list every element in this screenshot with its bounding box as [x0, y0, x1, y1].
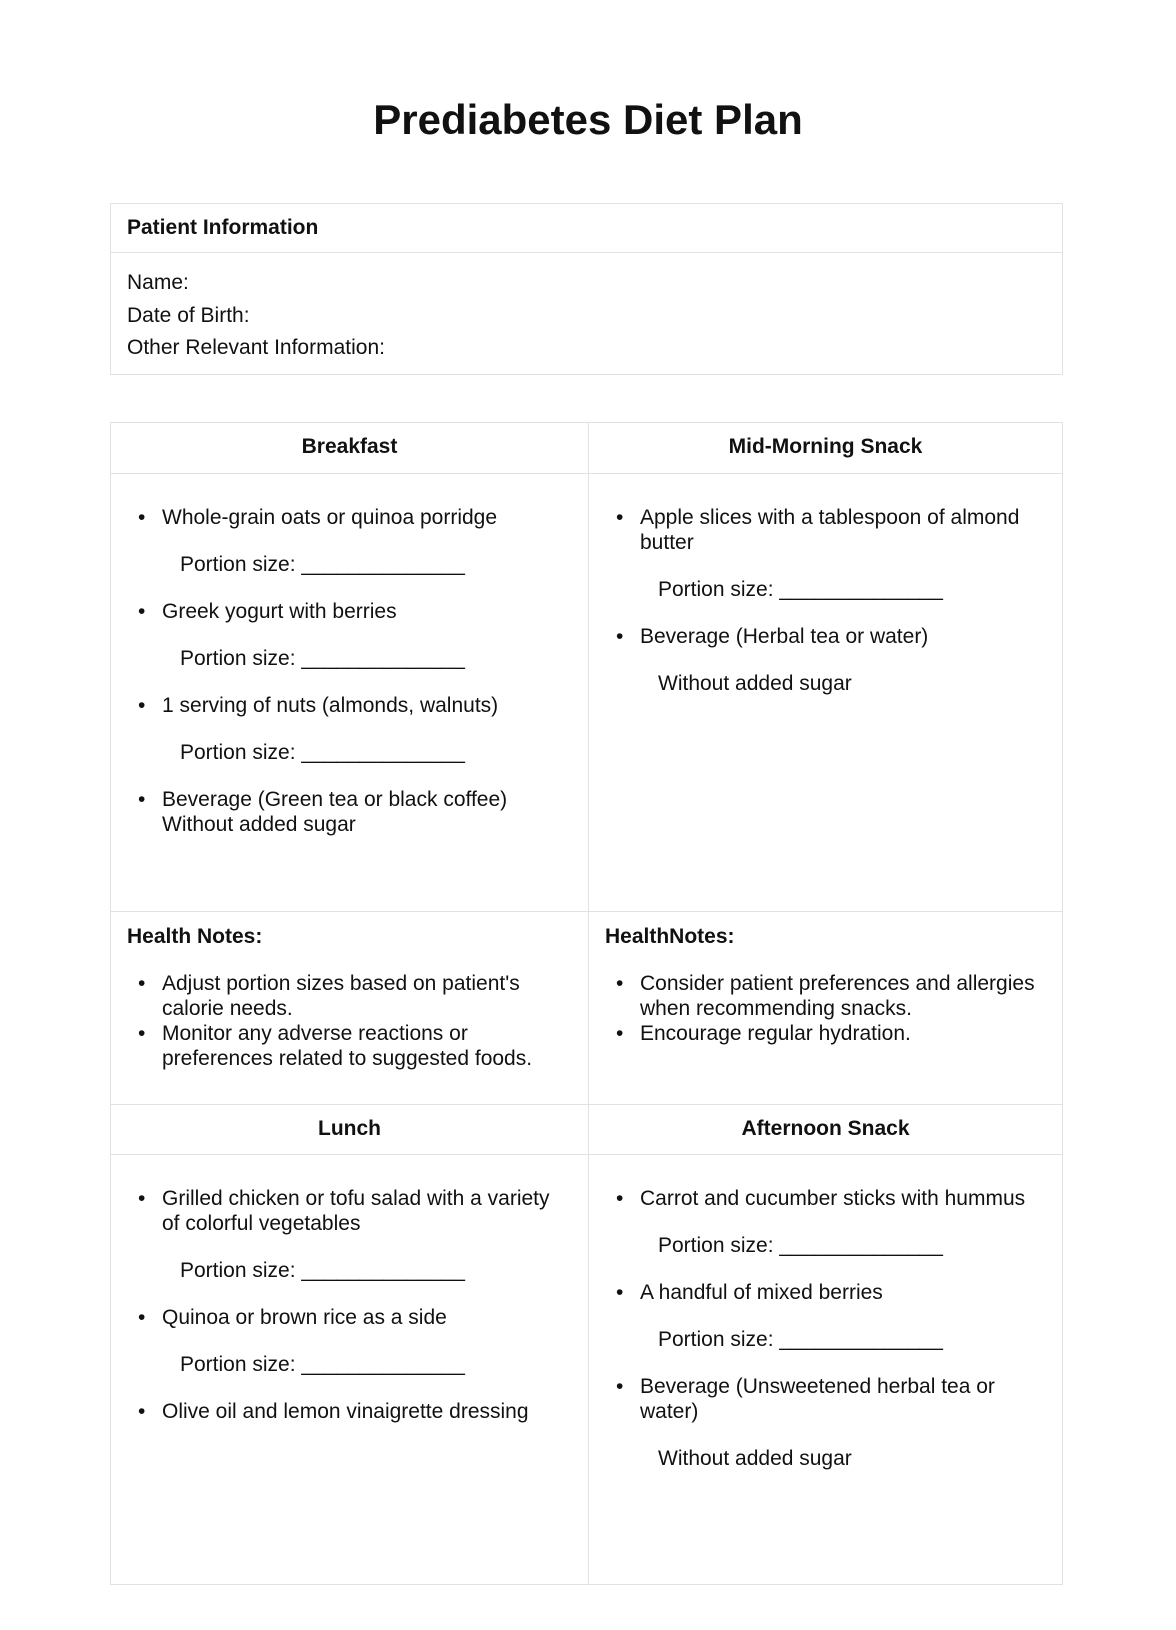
bullet-icon: • — [138, 788, 146, 811]
other-info-field-label: Other Relevant Information: — [127, 336, 385, 359]
bullet-icon: • — [138, 694, 146, 717]
list-item — [111, 599, 572, 624]
bullet-icon: • — [138, 1022, 146, 1045]
health-note-text: Encourage regular hydration. — [640, 1022, 911, 1045]
breakfast-list — [111, 474, 589, 912]
patient-information-heading: Patient Information — [111, 204, 1062, 253]
bullet-icon: • — [616, 625, 624, 648]
list-item — [111, 787, 572, 837]
item-text: Olive oil and lemon vinaigrette dressing — [162, 1400, 529, 1423]
item-text: Quinoa or brown rice as a side — [162, 1306, 447, 1329]
name-field-label: Name: — [127, 271, 189, 294]
health-note — [127, 1021, 572, 1071]
item-text: Apple slices with a tablespoon of almond butter — [640, 506, 1020, 554]
item-text: A handful of mixed berries — [640, 1281, 883, 1304]
list-item — [111, 1186, 572, 1236]
list-item — [111, 1399, 572, 1424]
list-item — [589, 624, 1046, 649]
list-item — [111, 505, 572, 530]
bullet-icon: • — [138, 972, 146, 995]
health-notes-right — [589, 912, 1062, 1105]
item-detail: Portion size: ______________ — [180, 1353, 465, 1376]
item-detail: Portion size: ______________ — [658, 1328, 943, 1351]
health-note — [605, 1021, 1046, 1046]
item-detail: Without added sugar — [658, 1447, 852, 1470]
afternoon-snack-heading: Afternoon Snack — [589, 1105, 1062, 1155]
health-notes-left — [111, 912, 589, 1105]
item-detail: Portion size: ______________ — [658, 1234, 943, 1257]
item-detail: Portion size: ______________ — [180, 553, 465, 576]
bullet-icon: • — [616, 1187, 624, 1210]
list-item — [589, 1280, 1046, 1305]
bullet-icon: • — [138, 1306, 146, 1329]
bullet-icon: • — [616, 1375, 624, 1398]
item-text: Whole-grain oats or quinoa porridge — [162, 506, 498, 529]
meal-plan-table — [110, 422, 1063, 1585]
bullet-icon: • — [616, 506, 624, 529]
lunch-heading: Lunch — [111, 1105, 589, 1155]
item-detail: Portion size: ______________ — [180, 1259, 465, 1282]
item-detail: Portion size: ______________ — [180, 741, 465, 764]
item-text: 1 serving of nuts (almonds, walnuts) — [162, 694, 499, 717]
mid-morning-snack-list — [589, 474, 1062, 912]
list-item — [589, 505, 1046, 555]
health-notes-heading: HealthNotes: — [605, 925, 735, 948]
item-text: Beverage (Herbal tea or water) — [640, 625, 929, 648]
list-item — [111, 1305, 572, 1330]
list-item — [589, 1186, 1046, 1211]
item-detail: Without added sugar — [658, 672, 852, 695]
dob-field-label: Date of Birth: — [127, 303, 250, 327]
mid-morning-snack-heading: Mid-Morning Snack — [589, 423, 1062, 474]
bullet-icon: • — [616, 1022, 624, 1045]
page-title: Prediabetes Diet Plan — [373, 96, 803, 143]
health-note — [605, 971, 1046, 1021]
item-text: Greek yogurt with berries — [162, 600, 397, 623]
item-text: Carrot and cucumber sticks with hummus — [640, 1187, 1026, 1210]
bullet-icon: • — [616, 1281, 624, 1304]
health-notes-heading: Health Notes: — [127, 925, 263, 948]
item-continuation: Without added sugar — [162, 813, 356, 836]
afternoon-snack-list — [589, 1155, 1062, 1584]
bullet-icon: • — [138, 506, 146, 529]
bullet-icon: • — [138, 600, 146, 623]
item-text: Grilled chicken or tofu salad with a variety of colorful vegetables — [162, 1187, 550, 1235]
bullet-icon: • — [138, 1400, 146, 1423]
lunch-list — [111, 1155, 589, 1584]
list-item — [111, 693, 572, 718]
bullet-icon: • — [138, 1187, 146, 1210]
health-note — [127, 971, 572, 1021]
item-detail: Portion size: ______________ — [658, 578, 943, 601]
patient-information-section — [110, 203, 1063, 375]
health-note-text: Consider patient preferences and allergies when recommending snacks. — [640, 972, 1035, 1020]
bullet-icon: • — [616, 972, 624, 995]
breakfast-heading: Breakfast — [111, 423, 589, 474]
item-detail: Portion size: ______________ — [180, 647, 465, 670]
health-note-text: Monitor any adverse reactions or preferences related to suggested foods. — [162, 1022, 533, 1070]
list-item — [589, 1374, 1046, 1424]
item-text: Beverage (Unsweetened herbal tea or water) — [640, 1375, 995, 1423]
health-note-text: Adjust portion sizes based on patient's calorie needs. — [162, 972, 520, 1020]
item-text: Beverage (Green tea or black coffee) — [162, 788, 508, 811]
